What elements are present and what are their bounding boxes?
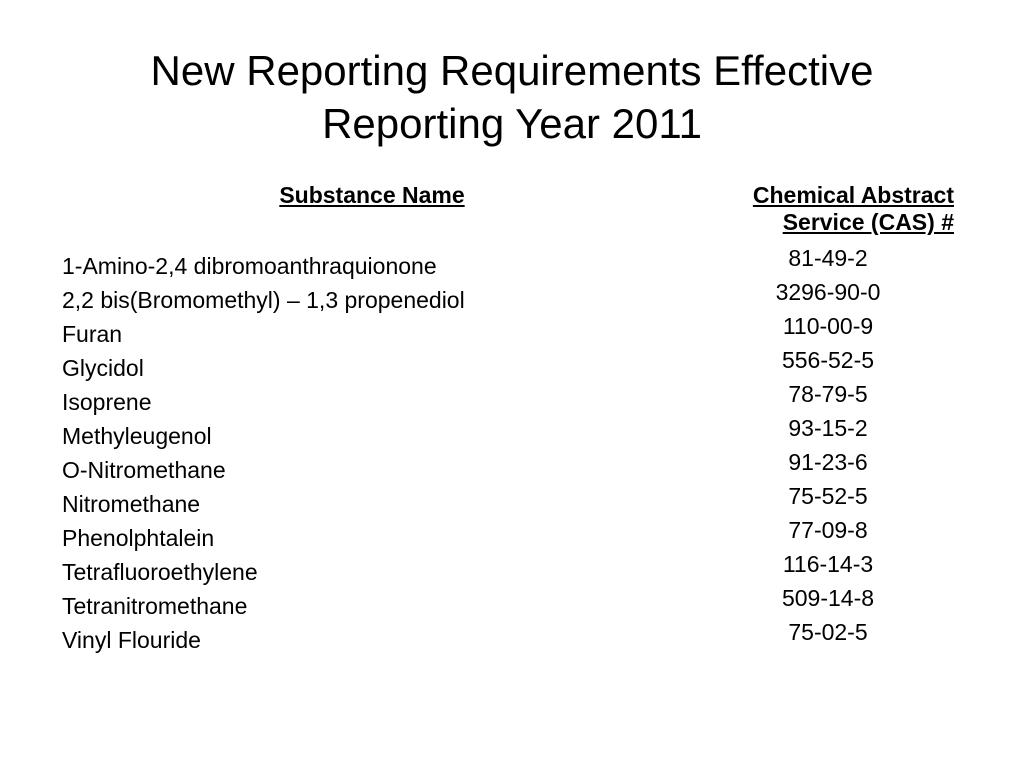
cas-number-item: 75-52-5 (788, 483, 868, 509)
substance-name-item: 2,2 bis(Bromomethyl) – 1,3 propenediol (62, 287, 465, 313)
cas-number-item: 3296-90-0 (775, 279, 881, 305)
cas-header-line-2: Service (CAS) # (782, 209, 954, 235)
cas-header-line-1: Chemical Abstract (752, 182, 954, 208)
slide-title-line-1: New Reporting Requirements Effective (150, 47, 874, 94)
substance-name-item: Methyleugenol (62, 423, 212, 449)
substance-name-item: Glycidol (62, 355, 144, 381)
substance-name-item: Phenolphtalein (62, 525, 215, 551)
substance-name-item: Tetrafluoroethylene (62, 559, 258, 585)
cas-number-item: 77-09-8 (788, 517, 868, 543)
cas-number-list (700, 241, 956, 649)
substance-name-item: Nitromethane (62, 491, 201, 517)
cas-number-item: 116-14-3 (782, 551, 874, 577)
substance-name-item: Isoprene (62, 389, 152, 415)
cas-number-item: 81-49-2 (788, 245, 868, 271)
cas-number-item: 509-14-8 (781, 585, 875, 611)
cas-number-item: 91-23-6 (788, 449, 868, 475)
cas-number-item: 78-79-5 (788, 381, 868, 407)
substance-name-list (62, 249, 465, 657)
substance-name-item: 1-Amino-2,4 dibromoanthraquionone (62, 253, 437, 279)
substance-name-item: Furan (62, 321, 123, 347)
cas-number-item: 110-00-9 (782, 313, 874, 339)
slide-title-line-2: Reporting Year 2011 (322, 100, 702, 147)
cas-number-item: 556-52-5 (781, 347, 875, 373)
cas-number-item: 75-02-5 (788, 619, 868, 645)
cas-number-item: 93-15-2 (788, 415, 868, 441)
substance-name-header: Substance Name (279, 182, 465, 208)
substance-name-item: Vinyl Flouride (62, 627, 201, 653)
substance-name-item: Tetranitromethane (62, 593, 248, 619)
cas-number-header (700, 182, 954, 236)
substance-name-item: O-Nitromethane (62, 457, 226, 483)
slide-title (0, 44, 1024, 150)
